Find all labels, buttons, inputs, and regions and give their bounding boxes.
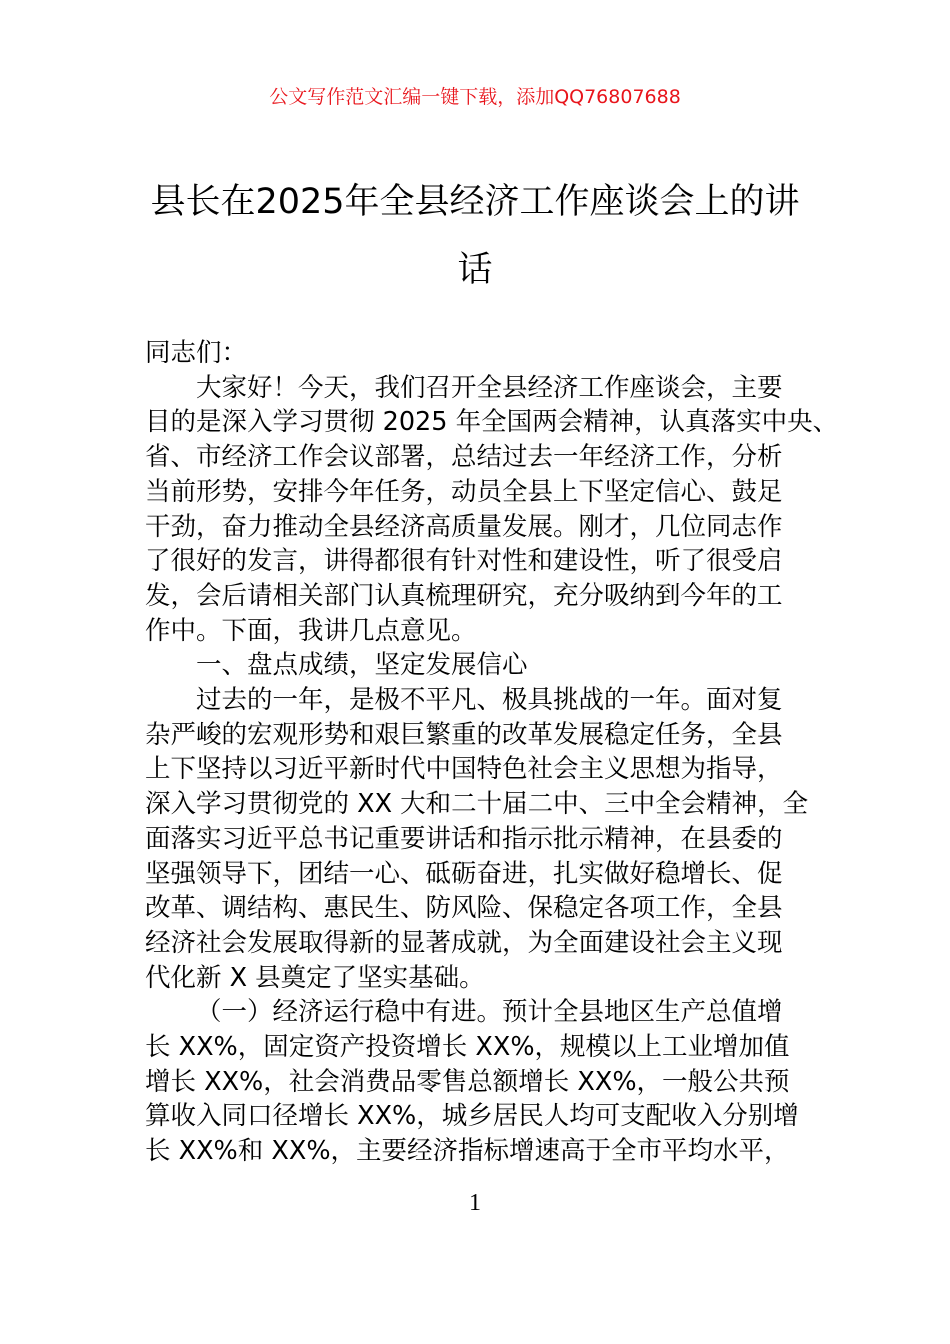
paragraphs: [145, 371, 839, 1169]
text-line: 经济社会发展取得新的显著成就，为全面建设社会主义现: [145, 927, 783, 958]
document-title: [0, 168, 950, 304]
section-heading: [145, 648, 825, 683]
text-line: 算收入同口径增长 XX%，城乡居民人均可支配收入分别增: [145, 1101, 799, 1132]
text-line: 增长 XX%，社会消费品零售总额增长 XX%，一般公共预: [145, 1066, 790, 1097]
text-line: 作中。下面，我讲几点意见。: [145, 615, 477, 646]
text-line: （一）经济运行稳中有进。预计全县地区生产总值增: [196, 997, 783, 1028]
text-line: 改革、调结构、惠民生、防风险、保稳定各项工作，全县: [145, 893, 783, 924]
paragraph: [145, 371, 839, 649]
text-line: 代化新 X 县奠定了坚实基础。: [145, 962, 485, 993]
text-line: 一、盘点成绩，坚定发展信心: [196, 650, 528, 681]
text-line: 坚强领导下，团结一心、砥砺奋进，扎实做好稳增长、促: [145, 858, 783, 889]
text-line: 长 XX%，固定资产投资增长 XX%，规模以上工业增加值: [145, 1032, 790, 1063]
text-line: 面落实习近平总书记重要讲话和指示批示精神，在县委的: [145, 823, 783, 854]
paragraph: [145, 995, 825, 1169]
text-line: 省、市经济工作会议部署，总结过去一年经济工作，分析: [145, 442, 783, 473]
text-line: 大家好！今天，我们召开全县经济工作座谈会，主要: [196, 372, 783, 403]
page-number: 1: [469, 1190, 481, 1216]
text-line: 过去的一年，是极不平凡、极具挑战的一年。面对复: [196, 685, 783, 716]
text-line: 上下坚持以习近平新时代中国特色社会主义思想为指导，: [145, 754, 783, 785]
text-line: 发，会后请相关部门认真梳理研究，充分吸纳到今年的工: [145, 580, 783, 611]
text-line: 目的是深入学习贯彻 2025 年全国两会精神，认真落实中央、: [145, 407, 839, 438]
download-banner: 公文写作范文汇编一键下载，添加QQ76807688: [269, 86, 681, 108]
text-line: 了很好的发言，讲得都很有针对性和建设性，听了很受启: [145, 546, 783, 577]
text-line: 当前形势，安排今年任务，动员全县上下坚定信心、鼓足: [145, 476, 783, 507]
salutation: 同志们：: [145, 338, 248, 368]
text-line: 深入学习贯彻党的 XX 大和二十届二中、三中全会精神，全: [145, 789, 809, 820]
text-line: 杂严峻的宏观形势和艰巨繁重的改革发展稳定任务，全县: [145, 719, 783, 750]
text-line: 干劲，奋力推动全县经济高质量发展。刚才，几位同志作: [145, 511, 783, 542]
paragraph: [145, 683, 825, 995]
text-line: 长 XX%和 XX%，主要经济指标增速高于全市平均水平，: [145, 1136, 790, 1167]
document-body: [145, 336, 839, 1169]
title-line: 县长在2025年全县经济工作座谈会上的讲: [150, 182, 800, 222]
title-line: 话: [457, 250, 493, 290]
